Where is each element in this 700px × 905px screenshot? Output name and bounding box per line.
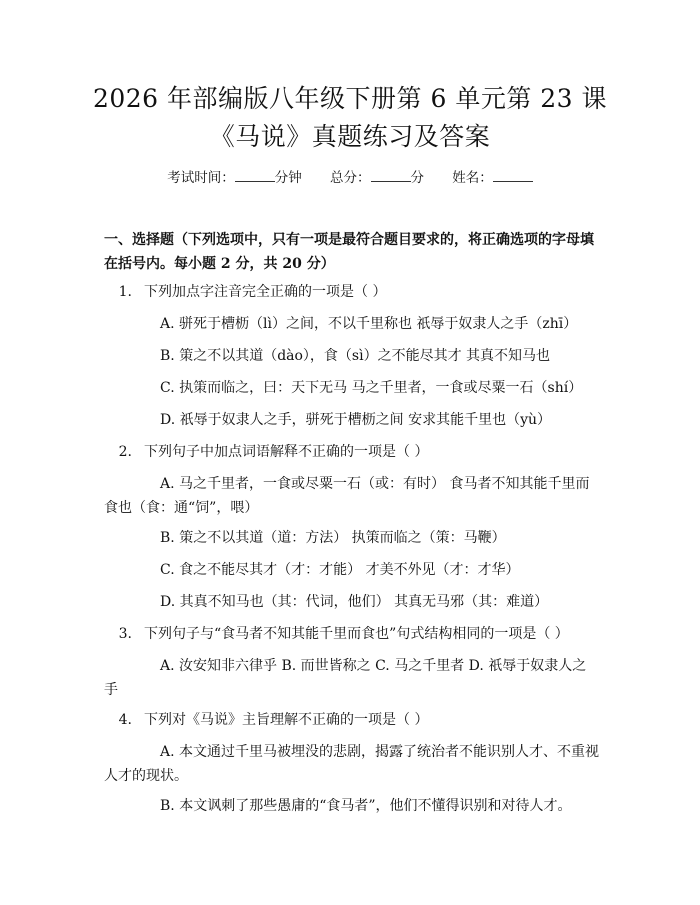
question-stem: 下列对《马说》主旨理解不正确的一项是（ ）: [144, 712, 429, 728]
question-stem: 下列句子中加点词语解释不正确的一项是（ ）: [144, 444, 429, 460]
option-text: D. 其真不知马也（其：代词，他们） 其真无马邪（其：难道）: [160, 594, 549, 610]
option-text: A. 本文通过千里马被埋没的悲剧，揭露了统治者不能识别人才、不重视: [160, 744, 600, 760]
question-number: 1.: [118, 284, 132, 300]
option-text: D. 祇辱于奴隶人之手，骈死于槽枥之间 安求其能千里也（yù）: [160, 412, 552, 428]
option-text-continued: 人才的现状。: [104, 768, 188, 784]
title-line-2: 《马说》真题练习及答案: [209, 122, 491, 151]
option-3-all: [104, 654, 600, 702]
question-2: [104, 440, 604, 464]
title-line-1: 2026 年部编版八年级下册第 6 单元第 23 课: [92, 84, 608, 113]
option-text: C. 食之不能尽其才（才：才能） 才美不外见（才：才华）: [160, 562, 520, 578]
question-number: 4.: [118, 712, 132, 728]
option-text: B. 本文讽刺了那些愚庸的“食马者”，他们不懂得识别和对待人才。: [160, 798, 572, 814]
option-text: B. 策之不以其道（道：方法） 执策而临之（策：马鞭）: [160, 530, 506, 546]
option-2b: [104, 526, 600, 550]
question-stem: 下列句子与“食马者不知其能千里而食也”句式结构相同的一项是（ ）: [144, 626, 569, 642]
option-text: B. 策之不以其道（dào），食（sì）之不能尽其才 其真不知马也: [160, 348, 551, 364]
section-heading-line-1: 一、选择题（下列选项中，只有一项是最符合题目要求的，将正确选项的字母填: [104, 232, 594, 248]
exam-meta: [0, 166, 700, 186]
document-title: [0, 80, 700, 156]
question-4: [104, 708, 604, 732]
name-blank[interactable]: [493, 171, 533, 182]
question-stem: 下列加点字注音完全正确的一项是（ ）: [144, 284, 387, 300]
score-unit: 分: [410, 170, 424, 186]
score-blank[interactable]: [371, 171, 411, 182]
option-2d: [104, 590, 600, 614]
section-heading-line-2: 在括号内。每小题 2 分，共 20 分）: [104, 256, 335, 272]
time-blank[interactable]: [235, 171, 275, 182]
option-4a: [104, 740, 600, 788]
question-3: [104, 622, 604, 646]
exam-time: [167, 166, 302, 186]
option-1a: [104, 312, 600, 336]
option-text-continued: 食也（食：通“饲”，喂）: [104, 500, 259, 516]
option-1c: [104, 376, 600, 400]
option-2c: [104, 558, 600, 582]
time-label: 考试时间：: [167, 170, 235, 186]
option-1d: [104, 408, 600, 432]
option-text: A. 马之千里者，一食或尽粟一石（或：有时） 食马者不知其能千里而: [160, 476, 590, 492]
option-4b: [104, 794, 600, 818]
question-number: 2.: [118, 444, 132, 460]
option-text: A. 骈死于槽枥（lì）之间，不以千里称也 祇辱于奴隶人之手（zhī）: [160, 316, 578, 332]
question-number: 3.: [118, 626, 132, 642]
option-2a: [104, 472, 600, 520]
score-label: 总分：: [330, 170, 371, 186]
option-text: A. 汝安知非六律乎 B. 而世皆称之 C. 马之千里者 D. 祇辱于奴隶人之: [160, 658, 587, 674]
option-1b: [104, 344, 600, 368]
option-text: C. 执策而临之，曰：天下无马 马之千里者，一食或尽粟一石（shí）: [160, 380, 583, 396]
question-1: [104, 280, 604, 304]
exam-name: [452, 166, 533, 186]
option-text-continued: 手: [104, 682, 118, 698]
name-label: 姓名：: [452, 170, 493, 186]
time-unit: 分钟: [274, 170, 302, 186]
section-heading: [104, 228, 604, 276]
exam-score: [330, 166, 424, 186]
